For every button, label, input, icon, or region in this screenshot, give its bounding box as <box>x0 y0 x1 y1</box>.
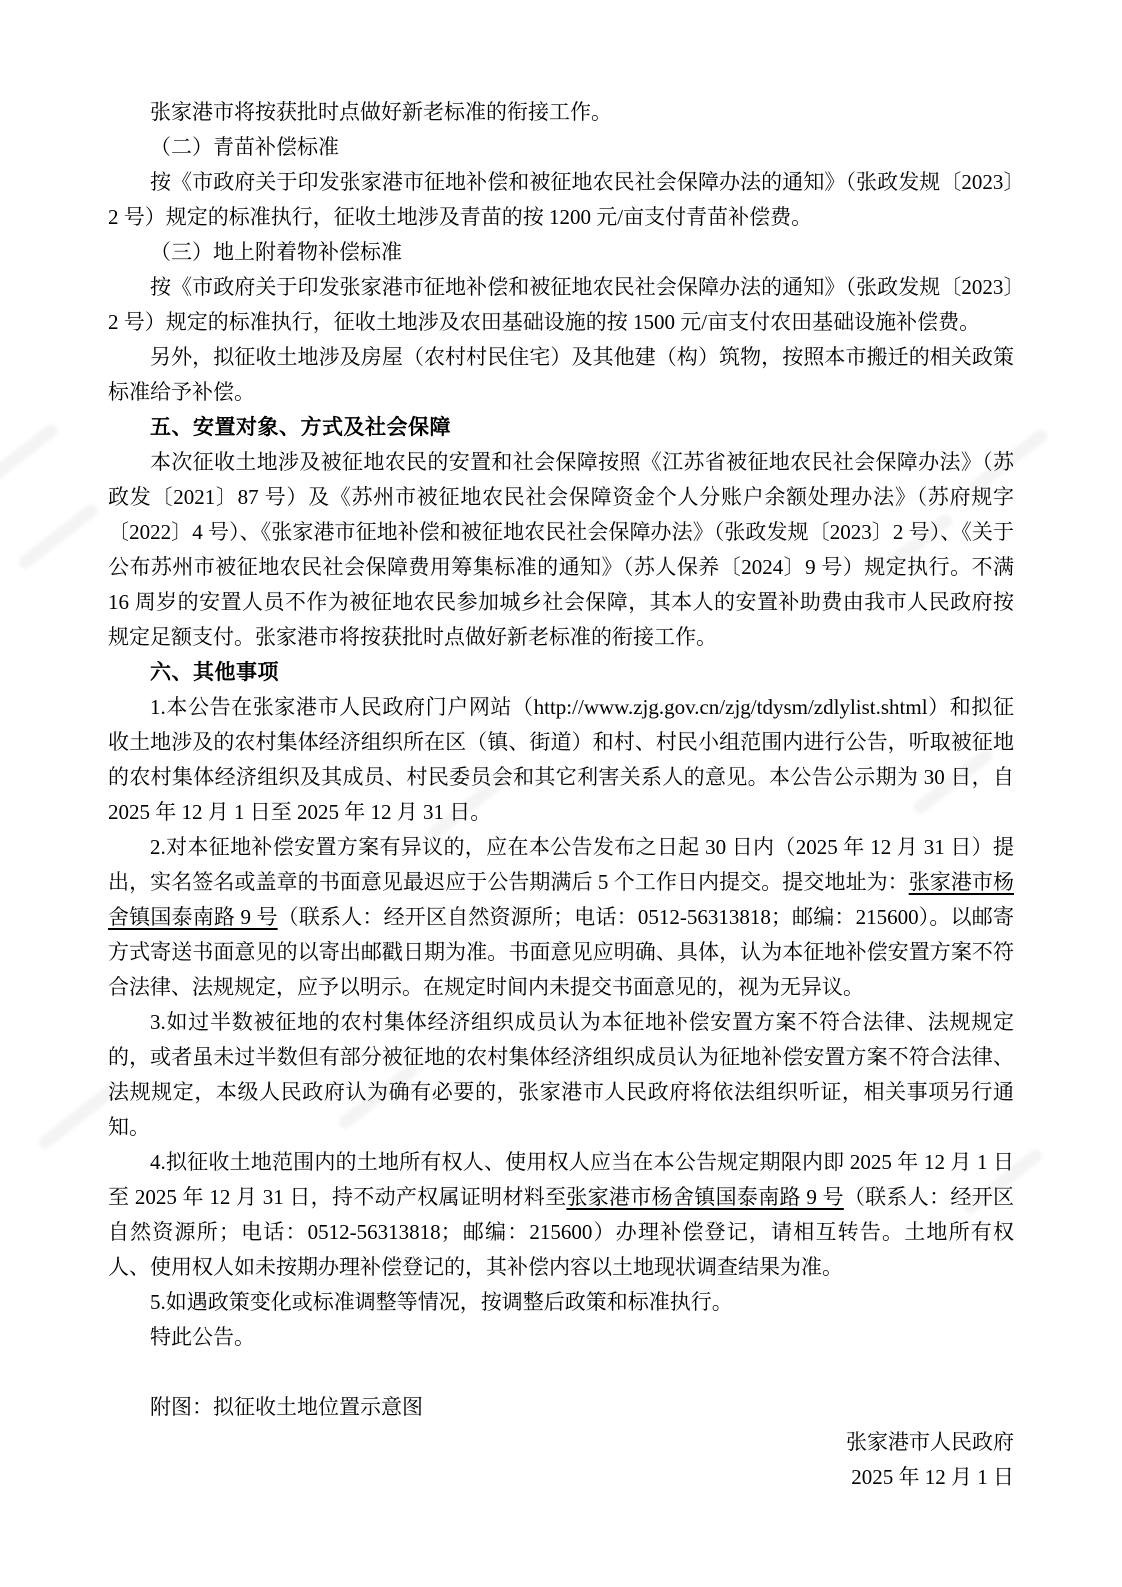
underlined-address: 张家港市杨舍镇国泰南路 9 号 <box>108 870 1014 929</box>
text-run: （三）地上附着物补偿标准 <box>150 240 402 264</box>
text-run: 张家港市将按获批时点做好新老标准的衔接工作。 <box>150 100 612 124</box>
paragraph <box>108 1005 1014 1145</box>
watermark-smudge <box>16 502 100 571</box>
text-run: 按《市政府关于印发张家港市征地补偿和被征地农民社会保障办法的通知》（张政发规〔2023〕2 号）规定的标准执行，征收土地涉及农田基础设施的按 1500 元/亩支付农田基础设施补偿费。 <box>108 275 1014 334</box>
text-run: 2.对本征地补偿安置方案有异议的，应在本公告发布之日起 30 日内（2025 年 12 月 31 日）提出，实名签名或盖章的书面意见最迟应于公告期满后 5 个工作日内提交。提交地址为： <box>108 835 1014 894</box>
text-run: （联系人：经开区自然资源所；电话：0512-56313818；邮编：215600）办理补偿登记，请相互转告。土地所有权人、使用权人如未按期办理补偿登记的，其补偿内容以土地现状调查结果为准。 <box>108 1185 1015 1279</box>
text-run: 五、安置对象、方式及社会保障 <box>150 416 451 439</box>
paragraph <box>108 235 1014 270</box>
text-run: 特此公告。 <box>150 1325 255 1349</box>
paragraph <box>108 95 1014 130</box>
document-body <box>108 95 1014 1425</box>
text-run: 附图：拟征收土地位置示意图 <box>150 1395 423 1419</box>
text-run: 4.拟征收土地范围内的土地所有权人、使用权人应当在本公告规定期限内即 2025 年 12 月 1 日至 2025 年 12 月 31 日，持不动产权属证明材料至 <box>108 1150 1014 1209</box>
paragraph <box>108 830 1014 1005</box>
text-run: （联系人：经开区自然资源所；电话：0512-56313818；邮编：215600）。以邮寄方式寄送书面意见的以寄出邮戳日期为准。书面意见应明确、具体，认为本征地补偿安置方案不符合法律、法规规定，应予以明示。在规定时间内未提交书面意见的，视为无异议。 <box>108 905 1014 999</box>
text-run: 3.如过半数被征地的农村集体经济组织成员认为本征地补偿安置方案不符合法律、法规规定的，或者虽未过半数但有部分被征地的农村集体经济组织成员认为征地补偿安置方案不符合法律、法规规定，本级人民政府认为确有必要的，张家港市人民政府将依法组织听证，相关事项另行通知。 <box>108 1010 1014 1139</box>
underlined-address: 张家港市杨舍镇国泰南路 9 号 <box>566 1185 844 1209</box>
signature-date: 2025 年 12 月 1 日 <box>851 1465 1014 1489</box>
text-run: 本次征收土地涉及被征地农民的安置和社会保障按照《江苏省被征地农民社会保障办法》（苏政发〔2021〕87 号）及《苏州市被征地农民社会保障资金个人分账户余额处理办法》（苏府规字〔2022〕4 号）、《张家港市征地补偿和被征地农民社会保障办法》（张政发规〔2023〕2 号）、《关于公布苏州市被征地农民社会保障费用筹集标准的通知》（苏人保养〔2024〕9 号）规定执行。不满 16 周岁的安置人员不作为被征地农民参加城乡社会保障，其本人的安置补助费由我市人民政府按规定足额支付。张家港市将按获批时点做好新老标准的衔接工作。 <box>108 450 1014 649</box>
section-heading <box>108 410 1014 445</box>
section-heading <box>108 655 1014 690</box>
paragraph <box>108 165 1014 235</box>
blank-line <box>108 1355 1014 1390</box>
text-run: 5.如遇政策变化或标准调整等情况，按调整后政策和标准执行。 <box>150 1290 733 1314</box>
text-run: 1.本公告在张家港市人民政府门户网站（http://www.zjg.gov.cn/zjg/tdysm/zdlylist.shtml）和拟征收土地涉及的农村集体经济组织所在区（镇、街道）和村、村民小组范围内进行公告，听取被征地的农村集体经济组织及其成员、村民委员会和其它利害关系人的意见。本公告公示期为 30 日，自 2025 年 12 月 1 日至 2025 年 12 月 31 日。 <box>108 695 1014 824</box>
paragraph <box>108 1145 1014 1285</box>
paragraph <box>108 130 1014 165</box>
signature-issuer: 张家港市人民政府 <box>846 1430 1014 1454</box>
text-run: 另外，拟征收土地涉及房屋（农村村民住宅）及其他建（构）筑物，按照本市搬迁的相关政策标准给予补偿。 <box>108 345 1014 404</box>
text-run: 按《市政府关于印发张家港市征地补偿和被征地农民社会保障办法的通知》（张政发规〔2023〕2 号）规定的标准执行，征收土地涉及青苗的按 1200 元/亩支付青苗补偿费。 <box>108 170 1014 229</box>
paragraph <box>108 690 1014 830</box>
text-run: 六、其他事项 <box>150 661 279 684</box>
paragraph <box>108 270 1014 340</box>
paragraph <box>108 1320 1014 1355</box>
paragraph <box>108 1285 1014 1320</box>
signature-block <box>108 1425 1014 1495</box>
paragraph <box>108 340 1014 410</box>
paragraph <box>108 1390 1014 1425</box>
text-run: （二）青苗补偿标准 <box>150 135 339 159</box>
watermark-smudge <box>0 422 60 491</box>
announcement-document <box>108 95 1014 1495</box>
paragraph <box>108 445 1014 655</box>
